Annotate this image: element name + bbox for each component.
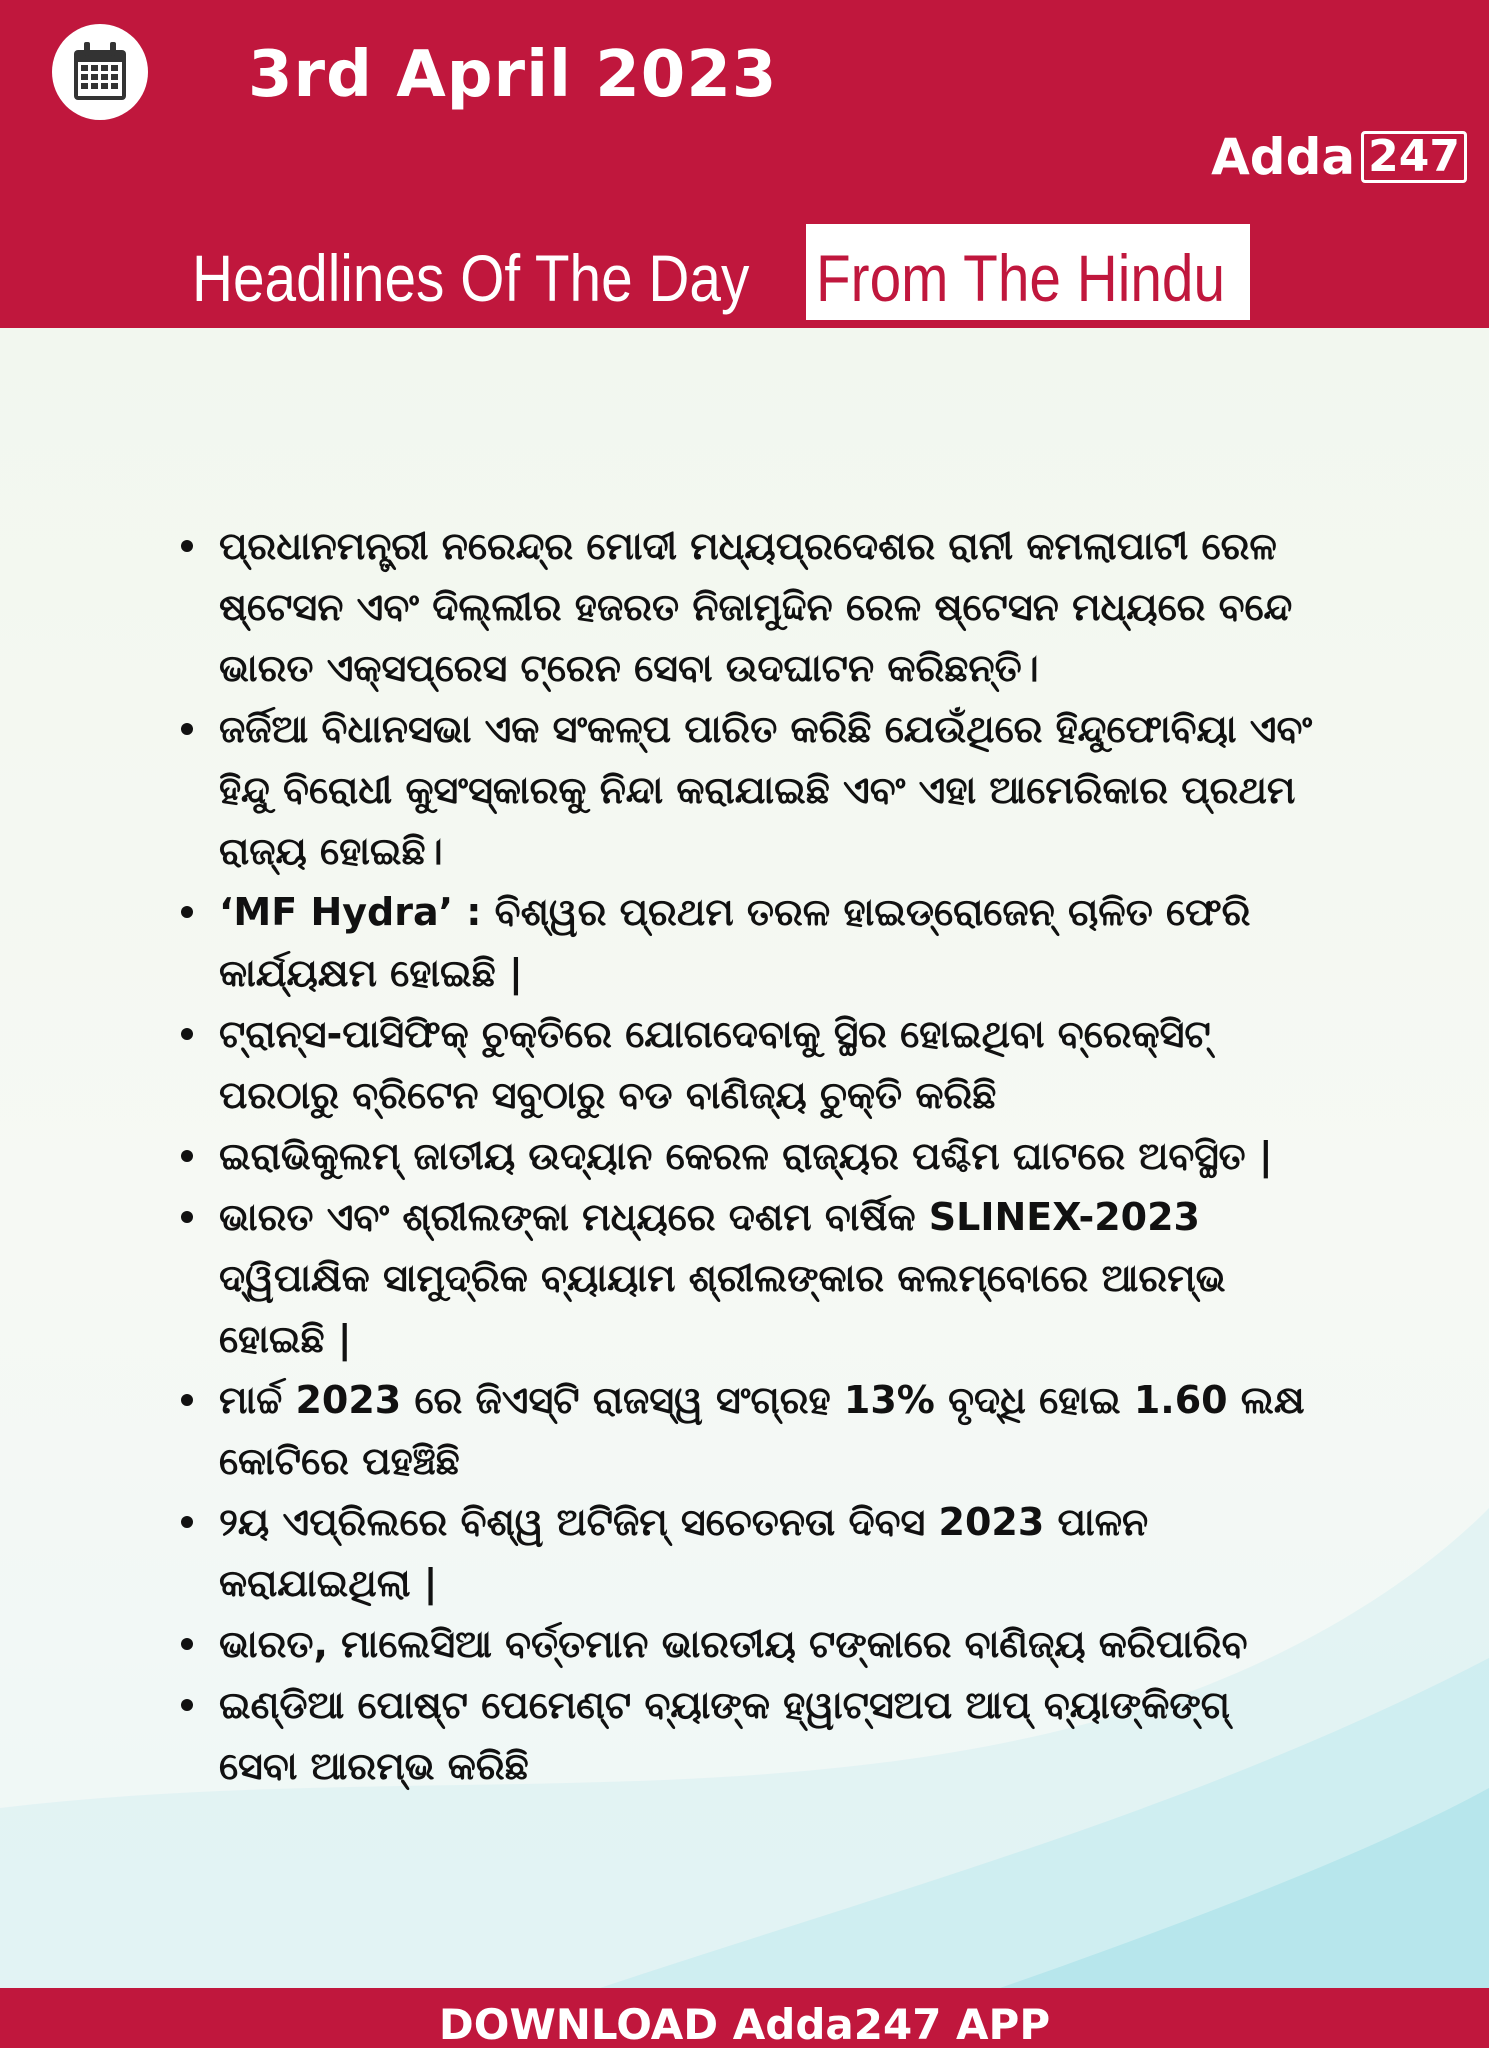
bullet-icon xyxy=(181,723,193,735)
headline-list xyxy=(175,516,1315,1797)
bullet-icon xyxy=(181,1028,193,1040)
list-item: ପ୍ରଧାନମନ୍ତ୍ରୀ ନରେନ୍ଦ୍ର ମୋଦୀ ମଧ୍ୟପ୍ରଦେଶର ରାନୀ କମଲାପାଟୀ ରେଳ ଷ୍ଟେସନ ଏବଂ ଦିଲ୍ଲୀର ହଜରତ ନିଜାମୁଦ୍ଦିନ ରେଳ ଷ୍ଟେସନ ମଧ୍ୟରେ ବନ୍ଦେ ଭାରତ ଏକ୍ସପ୍ରେସ ଟ୍ରେନ ସେବା ଉଦଘାଟନ କରିଛନ୍ତି। xyxy=(175,516,1315,699)
page-title: Headlines Of The Day xyxy=(192,241,750,315)
list-item: ‘MF Hydra’ : ବିଶ୍ୱର ପ୍ରଥମ ତରଳ ହାଇଡ୍ରୋଜେନ୍ ଚାଳିତ ଫେରି କାର୍ଯ୍ୟକ୍ଷମ ହୋଇଛି | xyxy=(175,882,1315,1004)
bullet-icon xyxy=(181,1638,193,1650)
list-item: ଇଣ୍ଡିଆ ପୋଷ୍ଟ ପେମେଣ୍ଟ ବ୍ୟାଙ୍କ ହ୍ୱାଟ୍ସଅପ ଆପ୍ ବ୍ୟାଙ୍କିଙ୍ଗ୍ ସେବା ଆରମ୍ଭ କରିଛି xyxy=(175,1675,1315,1797)
list-item: ଭାରତ ଏବଂ ଶ୍ରୀଲଙ୍କା ମଧ୍ୟରେ ଦଶମ ବାର୍ଷିକ SLINEX-2023 ଦ୍ୱିପାକ୍ଷିକ ସାମୁଦ୍ରିକ ବ୍ୟାୟାମ ଶ୍ରୀଲଙ୍କାର କଲମ୍ବୋରେ ଆରମ୍ଭ ହୋଇଛି | xyxy=(175,1187,1315,1370)
list-item: ଇରାଭିକୁଲମ୍ ଜାତୀୟ ଉଦ୍ୟାନ କେରଳ ରାଜ୍ୟର ପଶ୍ଚିମ ଘାଟରେ ଅବସ୍ଥିତ | xyxy=(175,1126,1315,1187)
content-area xyxy=(0,328,1489,1988)
brand-logo xyxy=(1211,128,1467,186)
download-app-link[interactable]: DOWNLOAD Adda247 APP xyxy=(438,2000,1051,2049)
brand-name: Adda xyxy=(1211,128,1356,186)
list-item: ମାର୍ଚ୍ଚ 2023 ରେ ଜିଏସ୍ଟି ରାଜସ୍ୱ ସଂଗ୍ରହ 13% ବୃଦ୍ଧି ହୋଇ 1.60 ଲକ୍ଷ କୋଟିରେ ପହଞ୍ଚିଛି xyxy=(175,1370,1315,1492)
calendar-icon xyxy=(72,42,128,102)
list-item: ଭାରତ, ମାଲେସିଆ ବର୍ତ୍ତମାନ ଭାରତୀୟ ଟଙ୍କାରେ ବାଣିଜ୍ୟ କରିପାରିବ xyxy=(175,1614,1315,1675)
bullet-icon xyxy=(181,1699,193,1711)
bullet-icon xyxy=(181,1394,193,1406)
bullet-icon xyxy=(181,906,193,918)
calendar-badge xyxy=(52,24,148,120)
list-item: ଟ୍ରାନ୍ସ-ପାସିଫିକ୍ ଚୁକ୍ତିରେ ଯୋଗଦେବାକୁ ସ୍ଥିର ହୋଇଥିବା ବ୍ରେକ୍ସିଟ୍ ପରଠାରୁ ବ୍ରିଟେନ ସବୁଠାରୁ ବଡ ବାଣିଜ୍ୟ ଚୁକ୍ତି କରିଛି xyxy=(175,1004,1315,1126)
brand-number: 247 xyxy=(1361,131,1467,183)
list-item: ଜର୍ଜିଆ ବିଧାନସଭା ଏକ ସଂକଳ୍ପ ପାରିତ କରିଛି ଯେଉଁଥିରେ ହିନ୍ଦୁଫୋବିୟା ଏବଂ ହିନ୍ଦୁ ବିରୋଧୀ କୁସଂସ୍କାରକୁ ନିନ୍ଦା କରାଯାଇଛି ଏବଂ ଏହା ଆମେରିକାର ପ୍ରଥମ ରାଜ୍ୟ ହୋଇଛି। xyxy=(175,699,1315,882)
bullet-icon xyxy=(181,540,193,552)
source-label: From The Hindu xyxy=(816,241,1226,315)
page-date: 3rd April 2023 xyxy=(248,38,778,112)
bullet-icon xyxy=(181,1211,193,1223)
bullet-icon xyxy=(181,1150,193,1162)
bullet-icon xyxy=(181,1516,193,1528)
list-item: ୨ୟ ଏପ୍ରିଲରେ ବିଶ୍ୱ ଅଟିଜିମ୍ ସଚେତନତା ଦିବସ 2023 ପାଳନ କରାଯାଇଥିଲା | xyxy=(175,1492,1315,1614)
